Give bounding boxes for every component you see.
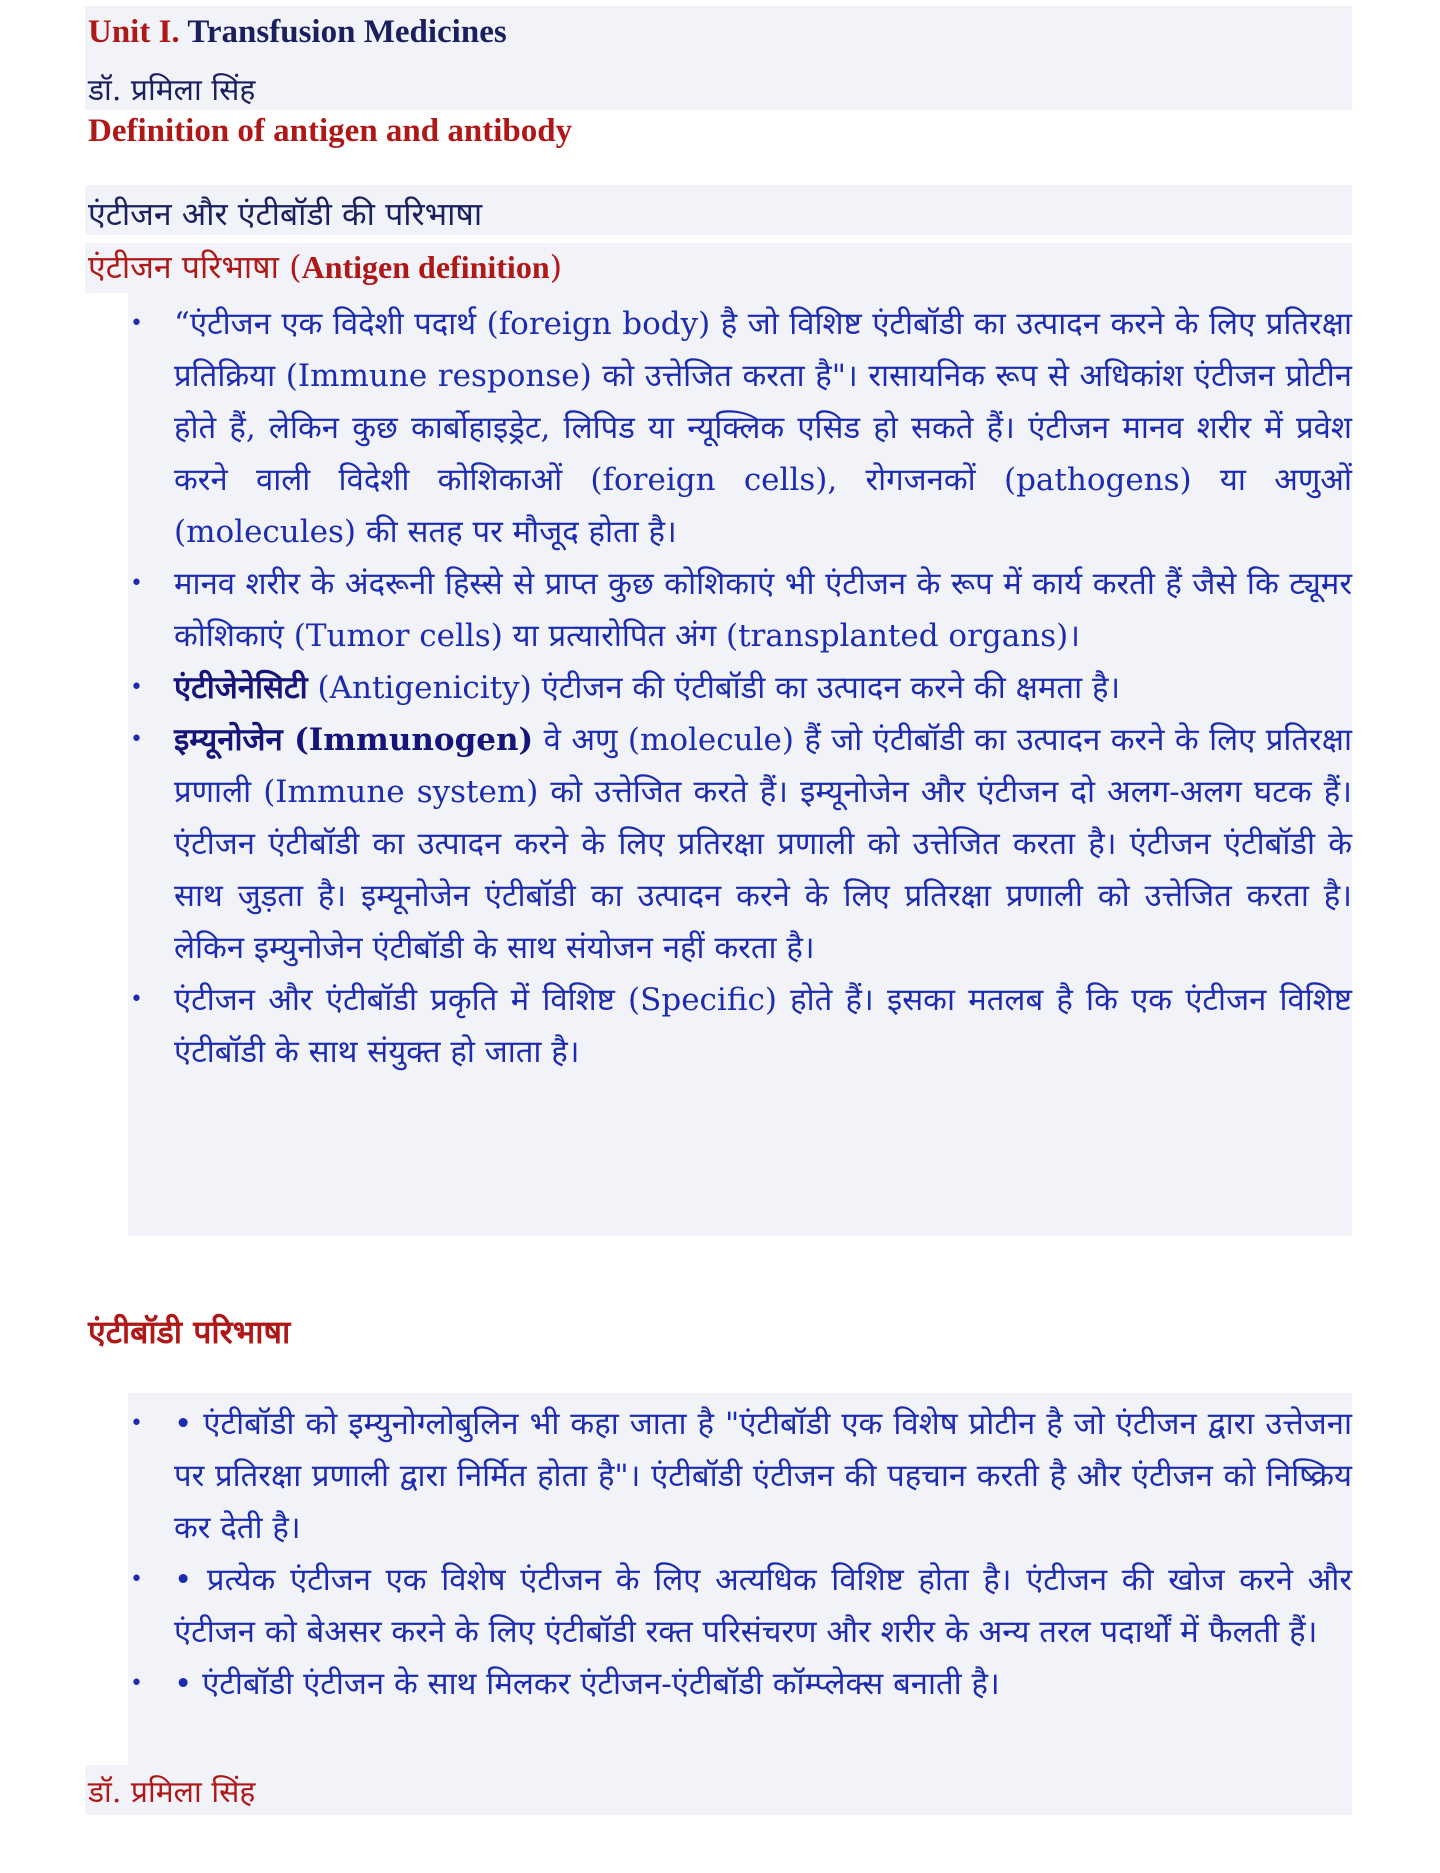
antigen-definition-heading — [88, 245, 562, 288]
list-item-text: (Antigenicity) एंटीजन की एंटीबॉडी का उत्पादन करने की क्षमता है। — [307, 670, 1121, 706]
subheading-close: ) — [549, 248, 563, 286]
author-name: डॉ. प्रमिला सिंह — [88, 73, 256, 108]
list-item-text: • एंटीबॉडी एंटीजन के साथ मिलकर एंटीजन-एंटीबॉडी कॉम्प्लेक्स बनाती है। — [174, 1666, 1000, 1702]
unit-title — [88, 14, 507, 51]
list-item — [128, 298, 1352, 558]
section-heading: एंटीजन और एंटीबॉडी की परिभाषा — [88, 195, 483, 233]
list-item — [128, 974, 1352, 1078]
list-item — [128, 714, 1352, 974]
antibody-definition-heading: एंटीबॉडी परिभाषा — [88, 1313, 291, 1351]
term-antigenicity: एंटीजेनेसिटी — [174, 670, 308, 706]
subheading-hindi: एंटीजन परिभाषा ( — [88, 248, 302, 286]
unit-name: Transfusion Medicines — [187, 14, 507, 50]
list-item-text: एंटीजन और एंटीबॉडी प्रकृति में विशिष्ट (Specific) होते हैं। इसका मतलब है कि एक एंटीजन विशिष्ट एंटीबॉडी के साथ संयुक्त हो जाता है। — [174, 982, 1352, 1070]
definition-title: Definition of antigen and antibody — [88, 113, 573, 149]
antigen-bullet-list — [128, 298, 1352, 1078]
subheading-english: Antigen definition — [301, 249, 550, 285]
antibody-bullet-list — [128, 1398, 1352, 1710]
list-item-text: मानव शरीर के अंदरूनी हिस्से से प्राप्त कुछ कोशिकाएं भी एंटीजन के रूप में कार्य करती हैं जैसे कि ट्यूमर कोशिकाएं (Tumor cells) या प्रत्यारोपित अंग (transplanted organs)। — [174, 566, 1352, 654]
unit-label: Unit I. — [88, 14, 180, 50]
list-item — [128, 558, 1352, 662]
list-item — [128, 1398, 1352, 1554]
footer-author: डॉ. प्रमिला सिंह — [88, 1775, 256, 1810]
list-item-text: • प्रत्येक एंटीजन एक विशेष एंटीजन के लिए अत्यधिक विशिष्ट होता है। एंटीजन की खोज करने और एंटीजन को बेअसर करने के लिए एंटीबॉडी रक्त परिसंचरण और शरीर के अन्य तरल पदार्थों में फैलती हैं। — [174, 1562, 1352, 1650]
list-item-text: “एंटीजन एक विदेशी पदार्थ (foreign body) है जो विशिष्ट एंटीबॉडी का उत्पादन करने के लिए प्रतिरक्षा प्रतिक्रिया (Immune response) को उत्तेजित करता है"। रासायनिक रूप से अधिकांश एंटीजन प्रोटीन होते हैं, लेकिन कुछ कार्बोहाइड्रेट, लिपिड या न्यूक्लिक एसिड हो सकते हैं। एंटीजन मानव शरीर में प्रवेश करने वाली विदेशी कोशिकाओं (foreign cells), रोगजनकों (pathogens) या अणुओं (molecules) की सतह पर मौजूद होता है। — [174, 306, 1352, 550]
list-item — [128, 1658, 1352, 1710]
list-item-text: • एंटीबॉडी को इम्युनोग्लोबुलिन भी कहा जाता है "एंटीबॉडी एक विशेष प्रोटीन है जो एंटीजन द्वारा उत्तेजना पर प्रतिरक्षा प्रणाली द्वारा निर्मित होता है"। एंटीबॉडी एंटीजन की पहचान करती है और एंटीजन को निष्क्रिय कर देती है। — [174, 1406, 1352, 1546]
footer-band — [85, 1765, 1352, 1815]
list-item — [128, 1554, 1352, 1658]
list-item-text: वे अणु (molecule) हैं जो एंटीबॉडी का उत्पादन करने के लिए प्रतिरक्षा प्रणाली (Immune system) को उत्तेजित करते हैं। इम्यूनोजेन और एंटीजन दो अलग-अलग घटक हैं। एंटीजन एंटीबॉडी का उत्पादन करने के लिए प्रतिरक्षा प्रणाली को उत्तेजित करता है। एंटीजन एंटीबॉडी के साथ जुड़ता है। इम्यूनोजेन एंटीबॉडी का उत्पादन करने के लिए प्रतिरक्षा प्रणाली को उत्तेजित करता है। लेकिन इम्युनोजेन एंटीबॉडी के साथ संयोजन नहीं करता है। — [174, 722, 1352, 966]
list-item — [128, 662, 1352, 714]
term-immunogen: इम्यूनोजेन (Immunogen) — [174, 722, 534, 758]
